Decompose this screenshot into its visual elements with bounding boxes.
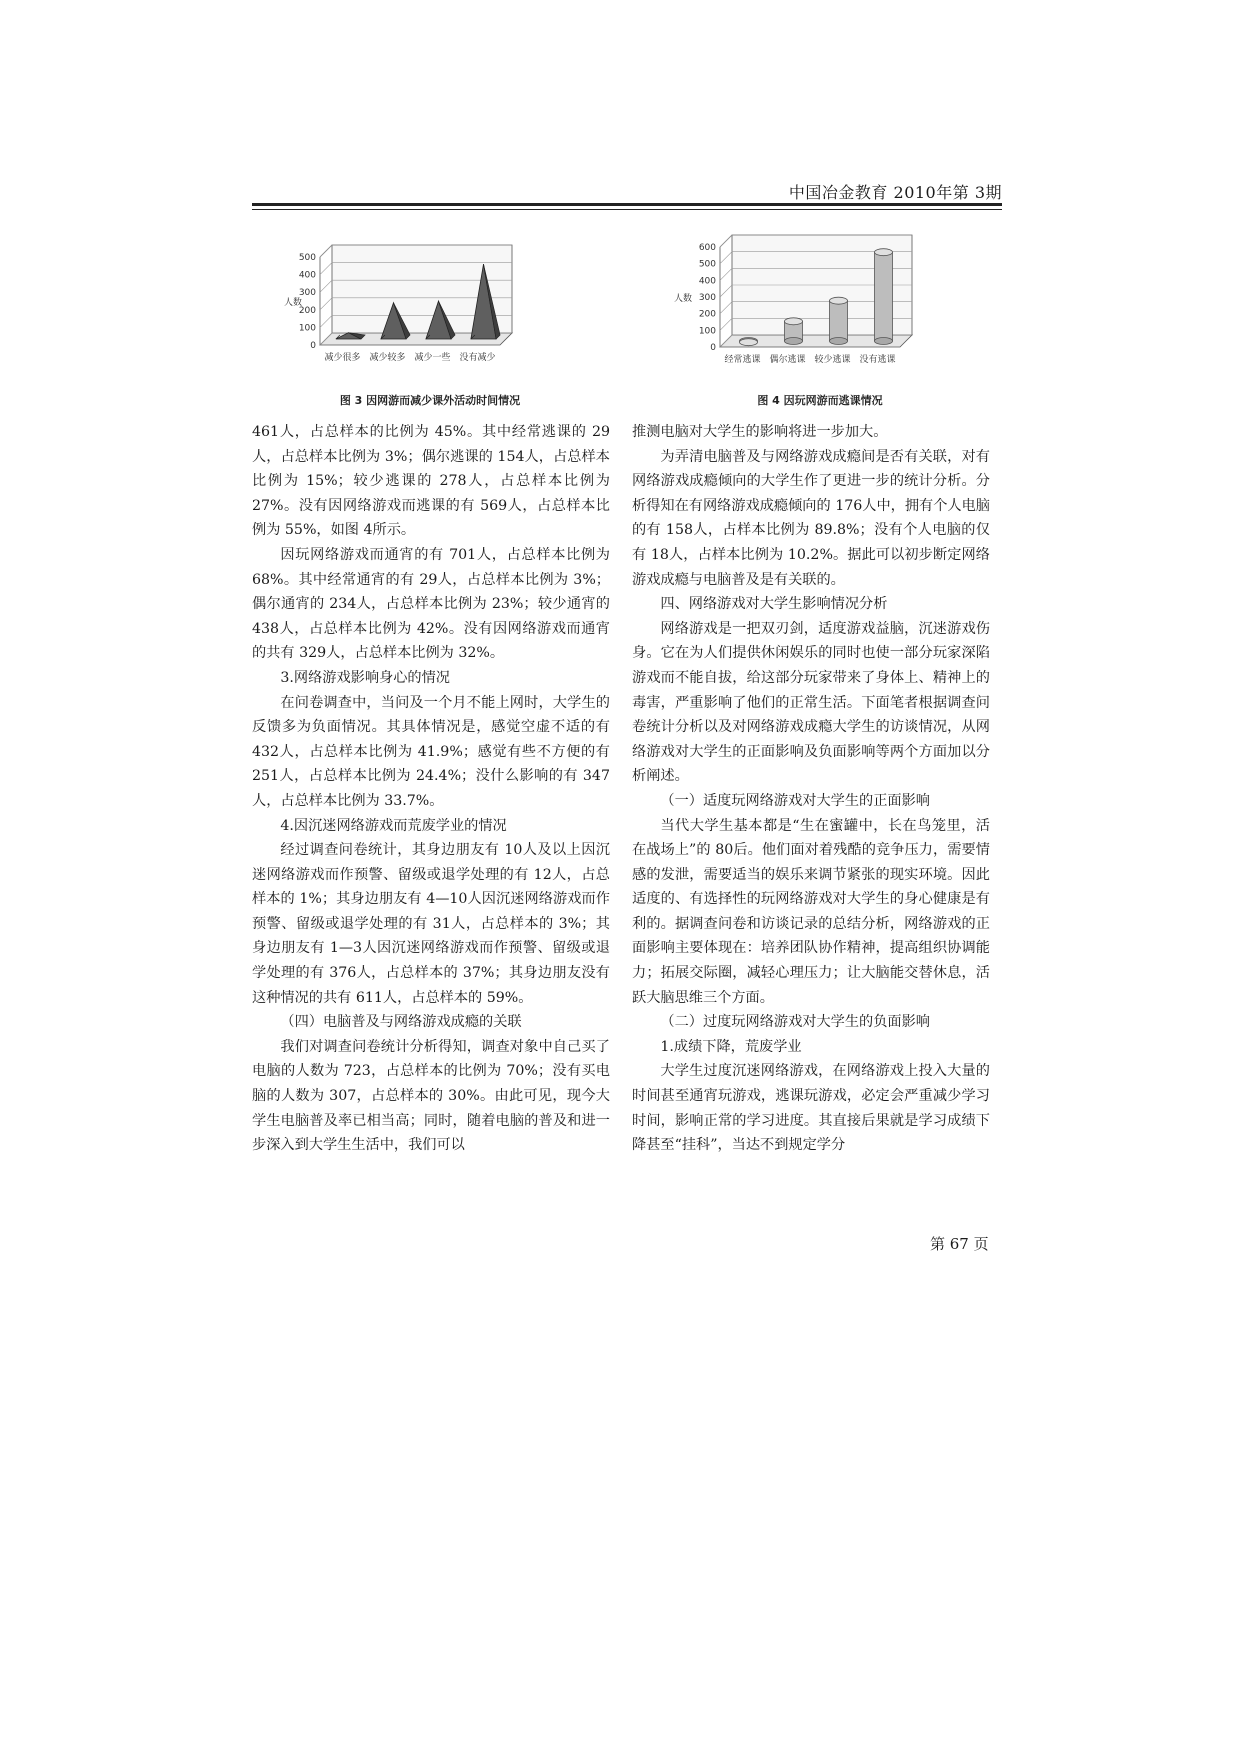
- left-column: [252, 420, 610, 1158]
- section-heading: （二）过度玩网络游戏对大学生的负面影响: [660, 1014, 930, 1031]
- header-rule-thin: [252, 209, 1002, 210]
- y-tick-label: 200: [298, 305, 316, 316]
- bar: [830, 297, 848, 344]
- y-tick-label: 600: [698, 243, 716, 253]
- paragraph: 我们对调查问卷统计分析得知，调查对象中自己买了电脑的人数为 723，占总样本的比例为 70%；没有买电脑的人数为 307，占总样本的 30%。由此可见，现今大学生电脑普及率已相当高；同时，随着电脑的普及和进一步深入到大学生生活中，我们可以: [252, 1038, 610, 1154]
- section-heading: （四）电脑普及与网络游戏成瘾的关联: [280, 1014, 522, 1031]
- y-tick-label: 400: [298, 270, 316, 281]
- bar: [875, 249, 893, 345]
- y-tick-label: 500: [298, 253, 316, 263]
- figure-3-caption: 图 3 因网游而减少课外活动时间情况: [339, 394, 521, 407]
- figure-4-caption: 图 4 因玩网游而逃课情况: [757, 394, 883, 407]
- paragraph: 当代大学生基本都是“生在蜜罐中，长在鸟笼里，活在战场上”的 80后。他们面对着残酷的竞争压力，需要情感的发泄，需要适当的娱乐来调节紧张的现实环境。因此适度的、有选择性的玩网络游戏对大学生的身心健康是有利的。据调查问卷和访谈记录的总结分析，网络游戏的正面影响主要体现在：培养团队协作精神，提高组织协调能力；拓展交际圈，减轻心理压力；让大脑能交替休息，活跃大脑思维三个方面。: [632, 817, 990, 1006]
- paragraph: 为弄清电脑普及与网络游戏成瘾间是否有关联，对有网络游戏成瘾倾向的大学生作了更进一步的统计分析。分析得知在有网络游戏成瘾倾向的 176人中，拥有个人电脑的有 158人，占样本比例为 89.8%；没有个人电脑的仅有 18人，占样本比例为 10.2%。据此可以初步断定网络游戏成瘾与电脑普及是有关联的。: [632, 448, 990, 588]
- x-tick-label: 没有减少: [459, 353, 496, 363]
- x-tick-label: 减少很多: [324, 353, 361, 363]
- y-axis-label: 人数: [284, 298, 303, 308]
- figure-3-svg: [280, 243, 560, 378]
- figure-4-svg: [670, 233, 960, 378]
- y-tick-label: 0: [710, 343, 716, 353]
- y-tick-label: 200: [698, 309, 716, 320]
- y-tick-label: 500: [698, 259, 716, 270]
- page-number: 第 67 页: [930, 1235, 989, 1253]
- y-tick-label: 100: [298, 323, 316, 334]
- header-rule-thick: [252, 203, 1002, 206]
- x-tick-label: 减少较多: [369, 353, 406, 363]
- x-tick-label: 没有逃课: [859, 355, 896, 365]
- section-heading: 四、网络游戏对大学生影响情况分析: [660, 596, 888, 613]
- paragraph: 大学生过度沉迷网络游戏，在网络游戏上投入大量的时间甚至通宵玩游戏，逃课玩游戏，必定会严重减少学习时间，影响正常的学习进度。其直接后果就是学习成绩下降甚至“挂科”，当达不到规定学分: [632, 1063, 990, 1154]
- y-tick-label: 100: [698, 326, 716, 337]
- figure-4-chart: [670, 233, 960, 378]
- y-tick-label: 300: [698, 293, 716, 303]
- x-tick-label: 经常逃课: [724, 355, 761, 365]
- paragraph: 经过调查问卷统计，其身边朋友有 10人及以上因沉迷网络游戏而作预警、留级或退学处理的有 12人，占总样本的 1%；其身边朋友有 4—10人因沉迷网络游戏而作预警、留级或退学处理的有 31人，占总样本的 3%；其身边朋友有 1—3人因沉迷网络游戏而作预警、留级或退学处理的有 376人，占总样本的 37%；其身边朋友没有这种情况的共有 611人，占总样本的 59%。: [252, 842, 610, 1006]
- bar: [740, 338, 758, 346]
- x-tick-label: 减少一些: [414, 353, 451, 363]
- running-header: 中国冶金教育 2010年第 3期: [788, 183, 1002, 202]
- x-tick-label: 较少逃课: [814, 355, 851, 365]
- paragraph: 461人，占总样本的比例为 45%。其中经常逃课的 29人，占总样本比例为 3%；偶尔逃课的 154人，占总样本比例为 15%；较少逃课的 278人，占总样本比例为 27%。没有因网络游戏而逃课的有 569人，占总样本比例为 55%，如图 4所示。: [252, 424, 610, 539]
- figure-3-chart: [280, 243, 560, 378]
- paragraph: 在问卷调查中，当问及一个月不能上网时，大学生的反馈多为负面情况。其具体情况是，感觉空虚不适的有 432人，占总样本比例为 41.9%；感觉有些不方便的有 251人，占总样本比例为 24.4%；没什么影响的有 347人，占总样本比例为 33.7%。: [252, 694, 610, 809]
- bar: [785, 318, 803, 345]
- x-tick-label: 偶尔逃课: [769, 355, 806, 365]
- section-heading: （一）适度玩网络游戏对大学生的正面影响: [660, 792, 930, 809]
- paragraph: 网络游戏是一把双刃剑，适度游戏益脑，沉迷游戏伤身。它在为人们提供休闲娱乐的同时也使一部分玩家深陷游戏而不能自拔，给这部分玩家带来了身体上、精神上的毒害，严重影响了他们的正常生活。下面笔者根据调查问卷统计分析以及对网络游戏成瘾大学生的访谈情况，从网络游戏对大学生的正面影响及负面影响等两个方面加以分析阐述。: [632, 620, 990, 785]
- section-heading: 4.因沉迷网络游戏而荒废学业的情况: [280, 817, 507, 834]
- section-heading: 3.网络游戏影响身心的情况: [280, 669, 450, 686]
- y-tick-label: 400: [698, 276, 716, 287]
- section-heading: 1.成绩下降，荒废学业: [660, 1038, 802, 1055]
- paragraph: 推测电脑对大学生的影响将进一步加大。: [632, 424, 888, 440]
- y-axis-label: 人数: [674, 294, 693, 304]
- right-column: [632, 420, 990, 1158]
- y-tick-label: 300: [298, 288, 316, 299]
- paragraph: 因玩网络游戏而通宵的有 701人，占总样本比例为 68%。其中经常通宵的有 29人，占总样本比例为 3%；偶尔通宵的 234人，占总样本比例为 23%；较少通宵的 438人，占总样本比例为 42%。没有因网络游戏而通宵的共有 329人，占总样本比例为 32%。: [252, 546, 610, 662]
- y-tick-label: 0: [310, 341, 316, 351]
